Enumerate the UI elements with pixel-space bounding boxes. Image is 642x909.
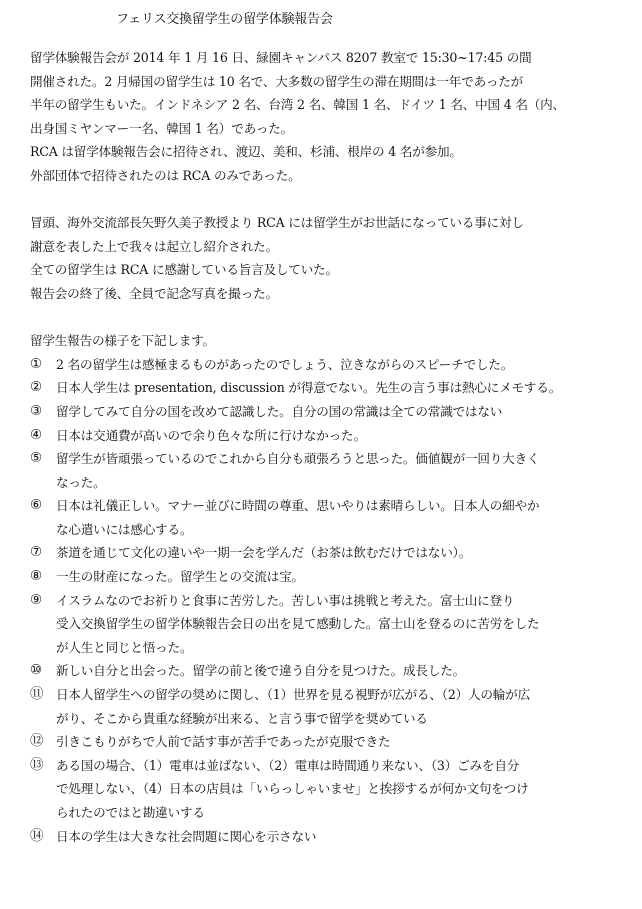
- list-item-number: ⑫: [30, 733, 44, 750]
- list-item: [30, 589, 630, 660]
- list-item: [30, 730, 630, 754]
- list-item: [30, 683, 630, 730]
- list-item: [30, 541, 630, 565]
- list-item-number: ⑤: [30, 450, 42, 467]
- list-item-text: られたのではと勘違いする: [56, 805, 205, 820]
- text-line: 開催された。2 月帰国の留学生は 10 名で、大多数の留学生の滞在期間は一年であったが: [30, 73, 524, 89]
- list-item: [30, 400, 630, 424]
- text-line: 外部団体で招待されたのは RCA のみであった。: [30, 167, 301, 183]
- list-item-text: 留学生が皆頑張っているのでこれから自分も頑張ろうと思った。価値観が一回り大きく: [56, 451, 540, 467]
- list-item-number: ⑩: [30, 662, 42, 679]
- list-item-number: ⑨: [30, 591, 42, 608]
- list-item-text: 日本は交通費が高いので余り色々な所に行けなかった。: [56, 427, 366, 443]
- list-item-text: 新しい自分と出会った。留学の前と後で違う自分を見つけた。成長した。: [56, 663, 465, 679]
- text-line: 留学体験報告会が 2014 年 1 月 16 日、緑園キャンパス 8207 教室で 15:30~17:45 の間: [30, 50, 532, 65]
- intro-paragraph-2: [30, 211, 630, 305]
- list-item-text: 受入交換留学生の留学体験報告会日の出を見て感動した。富士山を登るのに苦労をした: [56, 616, 540, 632]
- list-item: [30, 353, 630, 377]
- list-item: [30, 659, 630, 683]
- list-item: [30, 565, 630, 589]
- list-item: [30, 825, 630, 849]
- text-line: RCA は留学体験報告会に招待され、渡辺、美和、杉浦、根岸の 4 名が参加。: [30, 144, 462, 160]
- text-line: 謝意を表した上で我々は起立し紹介された。: [30, 238, 278, 254]
- list-item-number: ⑪: [30, 686, 44, 703]
- document-title: フェリス交換留学生の留学体験報告会: [116, 12, 333, 27]
- list-item-text: な心遣いには感心する。: [56, 521, 193, 537]
- text-line: 全ての留学生は RCA に感謝している旨言及していた。: [30, 262, 338, 278]
- list-item-text: 茶道を通じて文化の違いや一期一会を学んだ（お茶は飲むだけではない）。: [56, 545, 472, 561]
- list-item-number: ①: [30, 355, 42, 372]
- list-item-text: 2 名の留学生は感極まるものがあったのでしょう、泣きながらのスピーチでした。: [56, 356, 514, 372]
- list-item-number: ⑬: [30, 756, 44, 773]
- list-item-number: ⑥: [30, 497, 42, 514]
- list-item-text: ある国の場合、（1）電車は並ばない、（2）電車は時間通り来ない、（3）ごみを自分: [56, 757, 520, 773]
- list-item-number: ⑦: [30, 544, 42, 561]
- list-intro: 留学生報告の様子を下記します。: [30, 333, 215, 349]
- intro-paragraph-1: [30, 46, 630, 188]
- list-item: [30, 447, 630, 494]
- text-line: 半年の留学生もいた。インドネシア 2 名、台湾 2 名、韓国 1 名、ドイツ 1 名、中国 4 名（内、: [30, 97, 565, 113]
- list-item-text: が人生と同じと悟った。: [56, 639, 193, 655]
- text-line: 報告会の終了後、全員で記念写真を撮った。: [30, 285, 278, 301]
- list-item: [30, 494, 630, 541]
- list-item-text: 日本の学生は大きな社会問題に関心を示さない: [56, 828, 317, 844]
- paragraph-spacer: [30, 188, 630, 212]
- text-line: 冒頭、海外交流部長矢野久美子教授より RCA には留学生がお世話になっている事に対し: [30, 215, 524, 231]
- list-item: [30, 376, 630, 400]
- report-list: [30, 353, 630, 848]
- list-item-text: 日本人留学生への留学の奨めに関し、（1）世界を見る視野が広がる、（2）人の輪が広: [56, 687, 530, 703]
- list-item-text: 留学してみて自分の国を改めて認識した。自分の国の常識は全ての常識ではない: [56, 403, 503, 419]
- text-line: 出身国ミヤンマー一名、韓国 1 名）であった。: [30, 120, 294, 136]
- paragraph-spacer: [30, 306, 630, 330]
- list-item-number: ⑧: [30, 568, 42, 585]
- list-item-text: 日本は礼儀正しい。マナー並びに時間の尊重、思いやりは素晴らしい。日本人の細やか: [56, 498, 540, 514]
- list-item: [30, 754, 630, 825]
- list-item-text: がり、そこから貴重な経験が出来る、と言う事で留学を奨めている: [56, 710, 428, 726]
- list-item-text: 引きこもりがちで人前で話す事が苦手であったが克服できた: [56, 734, 391, 750]
- list-item-number: ⑭: [30, 827, 44, 844]
- list-item-text: イスラムなのでお祈りと食事に苦労した。苦しい事は挑戦と考えた。富士山に登り: [56, 592, 515, 608]
- list-item-number: ④: [30, 426, 42, 443]
- list-item-text: で処理しない、（4）日本の店員は「いらっしゃいませ」と挨拶するが何か文句をつけ: [56, 781, 529, 797]
- list-item: [30, 424, 630, 448]
- list-item-text: 一生の財産になった。留学生との交流は宝。: [56, 569, 304, 585]
- list-item-text: なった。: [56, 474, 106, 490]
- list-item-number: ③: [30, 402, 42, 419]
- list-item-text: 日本人学生は presentation, discussion が得意でない。先生の言う事は熱心にメモする。: [56, 380, 562, 396]
- list-item-number: ②: [30, 379, 42, 396]
